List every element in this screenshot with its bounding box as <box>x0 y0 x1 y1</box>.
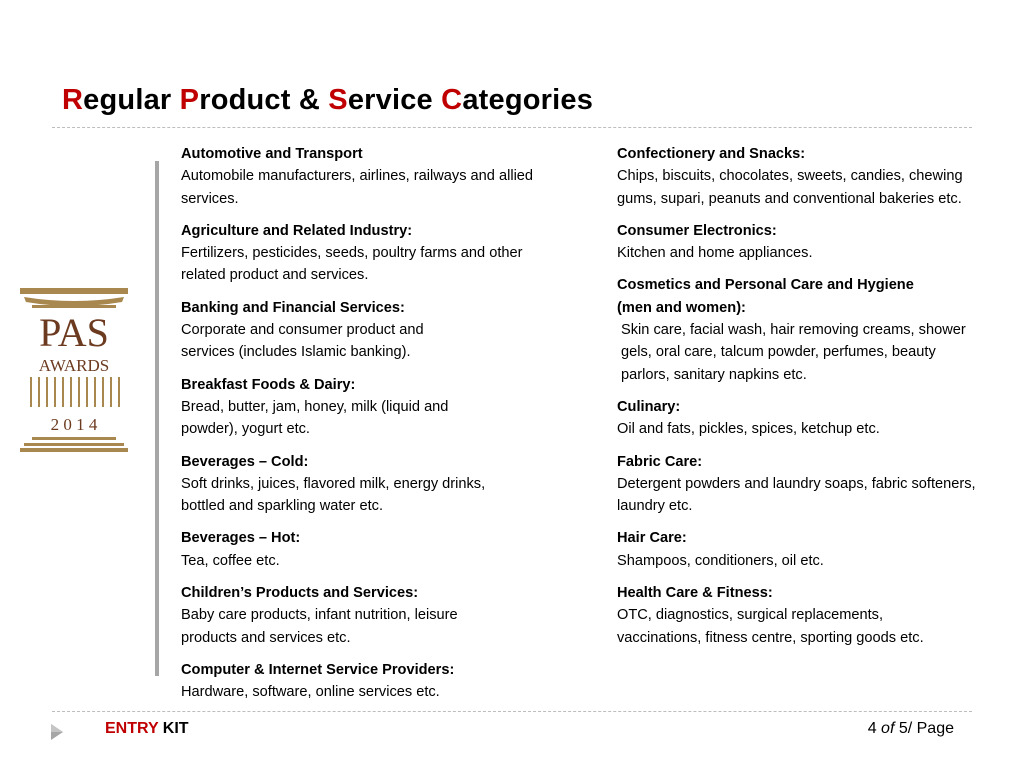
category-description: Fertilizers, pesticides, seeds, poultry farms and other related product and services. <box>181 245 523 284</box>
category-description: Hardware, software, online services etc. <box>181 684 440 701</box>
title-rest-4: ategories <box>462 84 594 116</box>
left-category-column <box>181 143 561 714</box>
category-heading: Children’s Products and Services: <box>181 585 419 602</box>
category-entry <box>617 396 977 441</box>
category-entry <box>181 374 561 441</box>
category-heading: Health Care & Fitness: <box>617 585 773 602</box>
title-rest-2: roduct & <box>199 84 329 116</box>
category-heading: Breakfast Foods & Dairy: <box>181 376 356 393</box>
category-heading: Cosmetics and Personal Care and Hygiene (men and women): <box>617 277 914 316</box>
category-description: Corporate and consumer product and services (includes Islamic banking). <box>181 322 424 361</box>
title-cap-1: R <box>62 84 84 116</box>
pas-awards-logo <box>18 285 130 455</box>
title-cap-3: S <box>328 84 348 116</box>
category-heading: Beverages – Hot: <box>181 530 301 547</box>
logo-awards-text: AWARDS <box>38 356 110 375</box>
category-description: Shampoos, conditioners, oil etc. <box>617 552 824 569</box>
category-heading: Automotive and Transport <box>181 146 363 162</box>
category-description: Soft drinks, juices, flavored milk, energy drinks, bottled and sparkling water etc. <box>181 475 486 515</box>
category-heading: Banking and Financial Services: <box>181 299 405 316</box>
category-description: Tea, coffee etc. <box>181 552 280 569</box>
page-current: 4 <box>867 720 877 737</box>
title-cap-4: C <box>441 84 463 116</box>
category-heading: Hair Care: <box>617 530 687 547</box>
category-entry <box>181 297 561 364</box>
category-entry <box>181 143 561 210</box>
category-heading: Beverages – Cold: <box>181 453 309 470</box>
title-rest-1: egular <box>83 84 180 116</box>
category-description: Oil and fats, pickles, spices, ketchup etc. <box>617 421 880 438</box>
slide-title <box>62 84 593 117</box>
category-entry <box>181 220 561 287</box>
title-cap-2: P <box>179 84 200 116</box>
category-description: Chips, biscuits, chocolates, sweets, candies, chewing gums, supari, peanuts and conventional bakeries etc. <box>617 168 963 207</box>
category-heading: Culinary: <box>617 398 681 415</box>
category-heading: Confectionery and Snacks: <box>617 146 806 162</box>
category-entry <box>617 451 977 518</box>
category-entry <box>181 582 561 649</box>
logo-year-text: 2 0 1 4 <box>50 415 98 434</box>
category-description: Bread, butter, jam, honey, milk (liquid and powder), yogurt etc. <box>181 398 449 438</box>
category-entry <box>617 220 977 265</box>
category-entry <box>617 582 977 649</box>
footer-kit-label: KIT <box>162 720 189 737</box>
bottom-divider <box>52 711 972 712</box>
category-heading: Agriculture and Related Industry: <box>181 222 413 239</box>
category-heading: Computer & Internet Service Providers: <box>181 661 455 678</box>
category-entry <box>181 451 561 518</box>
logo-pas-text: PAS <box>39 310 109 355</box>
category-entry <box>181 527 561 572</box>
category-description: Skin care, facial wash, hair removing creams, shower gels, oral care, talcum powder, perfumes, beauty parlors, sanitary napkins etc. <box>621 322 966 383</box>
category-entry <box>617 274 977 385</box>
category-entry <box>181 659 561 704</box>
page-of-label: of <box>881 720 895 737</box>
category-description: Detergent powders and laundry soaps, fabric softeners, laundry etc. <box>617 475 976 515</box>
footer-entry-kit <box>105 720 189 738</box>
page-indicator <box>868 720 954 738</box>
category-entry <box>617 527 977 572</box>
right-category-column <box>617 143 977 659</box>
category-heading: Fabric Care: <box>617 453 703 470</box>
category-description: Kitchen and home appliances. <box>617 245 813 262</box>
vertical-accent-bar <box>155 161 159 676</box>
category-heading: Consumer Electronics: <box>617 222 777 239</box>
footer-entry-label: ENTRY <box>105 720 159 737</box>
category-description: Automobile manufacturers, airlines, railways and allied services. <box>181 168 534 207</box>
category-entry <box>617 143 977 210</box>
title-rest-3: ervice <box>347 84 442 116</box>
category-description: Baby care products, infant nutrition, leisure products and services etc. <box>181 607 458 646</box>
category-description: OTC, diagnostics, surgical replacements, vaccinations, fitness centre, sporting goods etc. <box>617 607 924 646</box>
play-arrow-icon <box>50 723 64 741</box>
page-total: 5/ Page <box>898 720 954 737</box>
top-divider <box>52 127 972 128</box>
